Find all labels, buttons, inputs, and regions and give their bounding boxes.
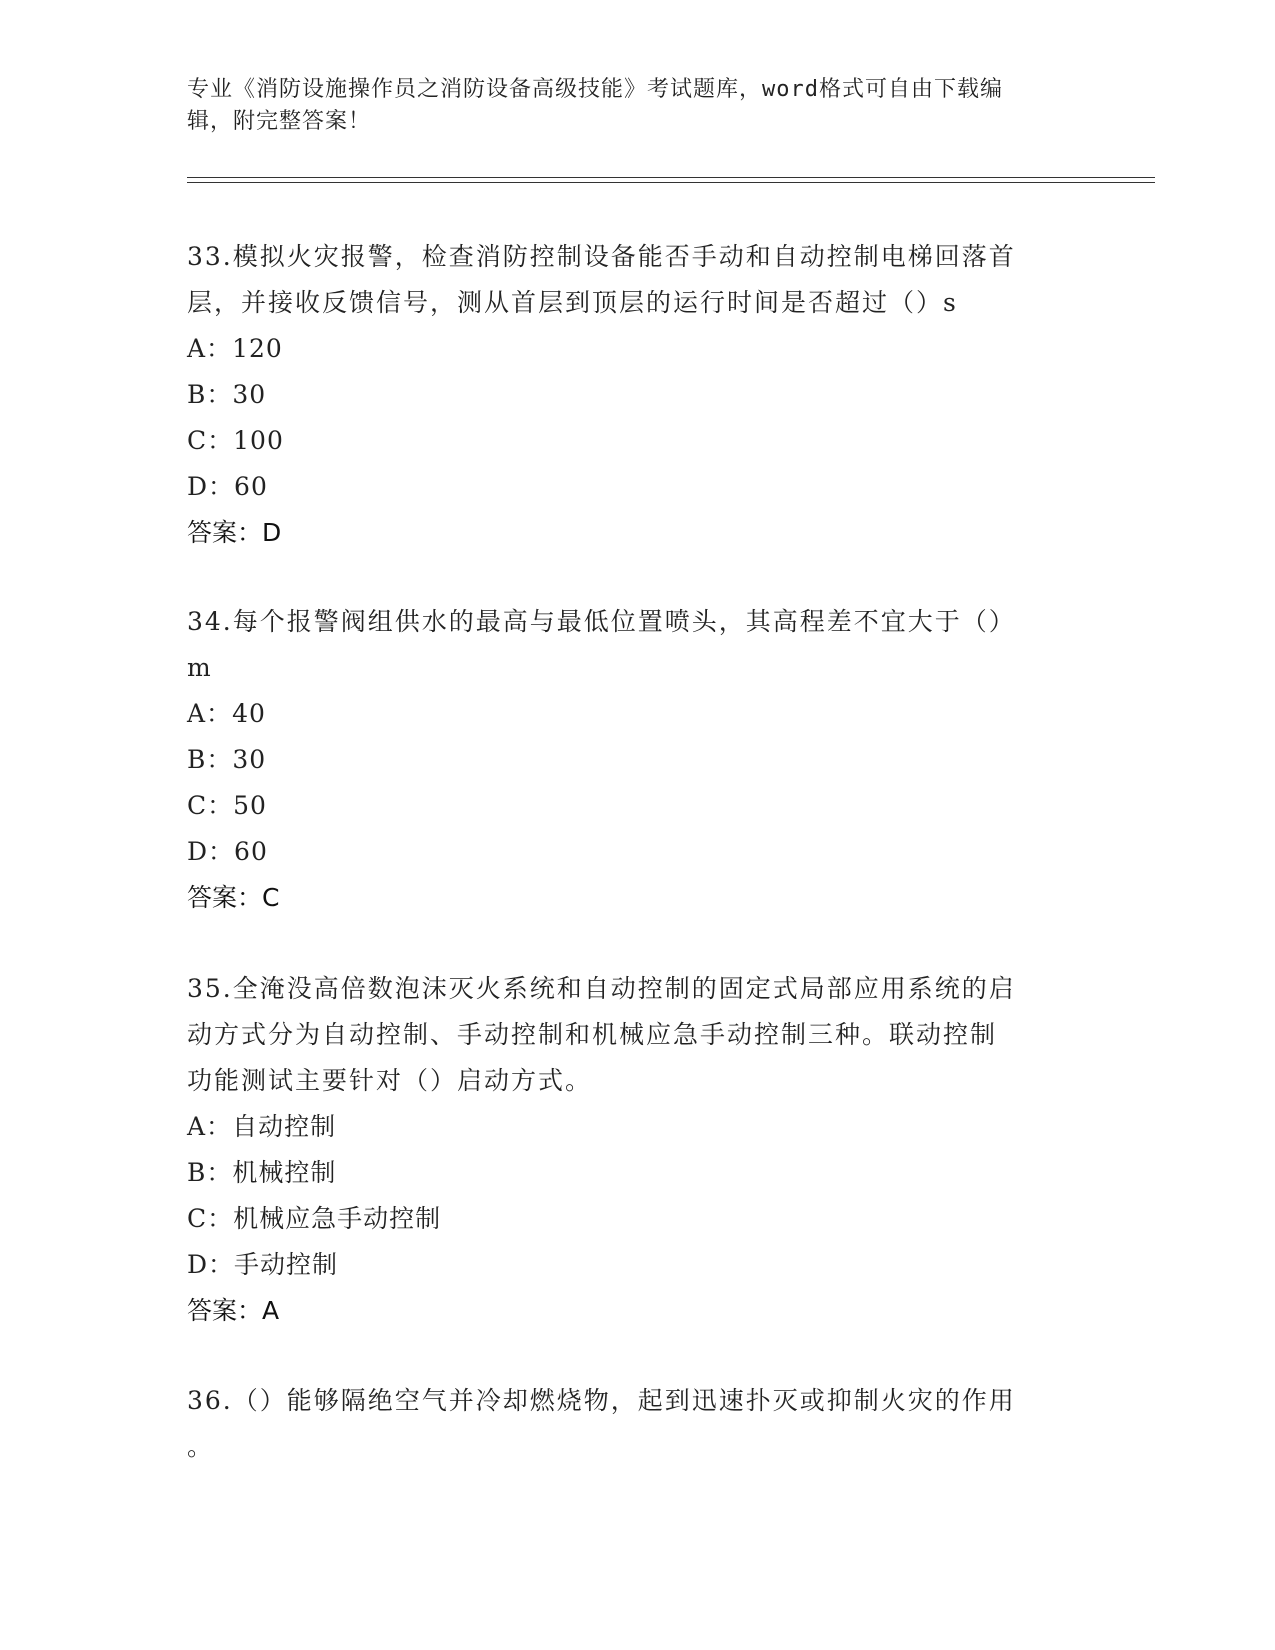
option-c — [187, 1196, 1067, 1242]
option-c — [187, 418, 1067, 464]
question-stem-line: 动方式分为自动控制、手动控制和机械应急手动控制三种。联动控制 — [187, 1020, 998, 1049]
option-c — [187, 783, 1067, 829]
option-d — [187, 1242, 1067, 1288]
option-b — [187, 737, 1067, 783]
option-letter: A： — [187, 699, 233, 728]
question-stem-line: 层，并接收反馈信号，测从首层到顶层的运行时间是否超过（）s — [187, 288, 958, 317]
header-line-1: 专业《消防设施操作员之消防设备高级技能》考试题库，word格式可自由下载编 — [187, 77, 1003, 102]
question-36 — [187, 1378, 1067, 1470]
option-text: 40 — [232, 699, 266, 728]
option-text: 30 — [232, 745, 267, 774]
header-line-2: 辑，附完整答案！ — [187, 109, 372, 134]
question-stem-line: 36.（）能够隔绝空气并冷却燃烧物，起到迅速扑灭或抑制火灾的作用 — [187, 1386, 1016, 1415]
option-text: 60 — [234, 837, 268, 866]
option-text: 100 — [233, 426, 284, 455]
option-letter: B： — [187, 745, 233, 774]
question-stem-line: 。 — [187, 1432, 215, 1461]
option-letter: B： — [187, 380, 233, 409]
option-a — [187, 1104, 1067, 1150]
header-divider-bottom — [187, 182, 1155, 183]
option-letter: C： — [187, 791, 234, 820]
question-stem-line: 功能测试主要针对（）启动方式。 — [187, 1066, 593, 1095]
option-text: 机械控制 — [232, 1158, 337, 1187]
option-text: 120 — [232, 334, 283, 363]
option-d — [187, 829, 1067, 875]
question-33 — [187, 234, 1067, 556]
option-text: 60 — [234, 472, 268, 501]
question-stem-line: 33.模拟火灾报警，检查消防控制设备能否手动和自动控制电梯回落首 — [187, 242, 1016, 271]
option-text: 50 — [233, 791, 267, 820]
header-divider-top — [187, 177, 1155, 178]
option-letter: A： — [187, 1112, 233, 1141]
option-d — [187, 464, 1067, 510]
answer-label: 答案：C — [187, 883, 280, 912]
option-letter: A： — [187, 334, 233, 363]
option-letter: D： — [187, 472, 235, 501]
option-text: 机械应急手动控制 — [233, 1204, 442, 1233]
option-text: 手动控制 — [234, 1250, 339, 1279]
document-header — [187, 74, 1067, 138]
question-34 — [187, 599, 1067, 921]
option-letter: B： — [187, 1158, 233, 1187]
answer-label: 答案：D — [187, 518, 282, 547]
option-a — [187, 691, 1067, 737]
question-stem-line: 34.每个报警阀组供水的最高与最低位置喷头，其高程差不宜大于（） — [187, 607, 1016, 636]
option-letter: C： — [187, 1204, 234, 1233]
option-text: 30 — [232, 380, 267, 409]
question-stem-line: 35.全淹没高倍数泡沫灭火系统和自动控制的固定式局部应用系统的启 — [187, 974, 1016, 1003]
answer-label: 答案：A — [187, 1296, 280, 1325]
option-letter: D： — [187, 1250, 235, 1279]
question-35 — [187, 966, 1067, 1334]
option-letter: D： — [187, 837, 235, 866]
option-b — [187, 372, 1067, 418]
option-a — [187, 326, 1067, 372]
option-text: 自动控制 — [232, 1112, 337, 1141]
question-stem-line: m — [187, 653, 213, 682]
option-letter: C： — [187, 426, 234, 455]
option-b — [187, 1150, 1067, 1196]
